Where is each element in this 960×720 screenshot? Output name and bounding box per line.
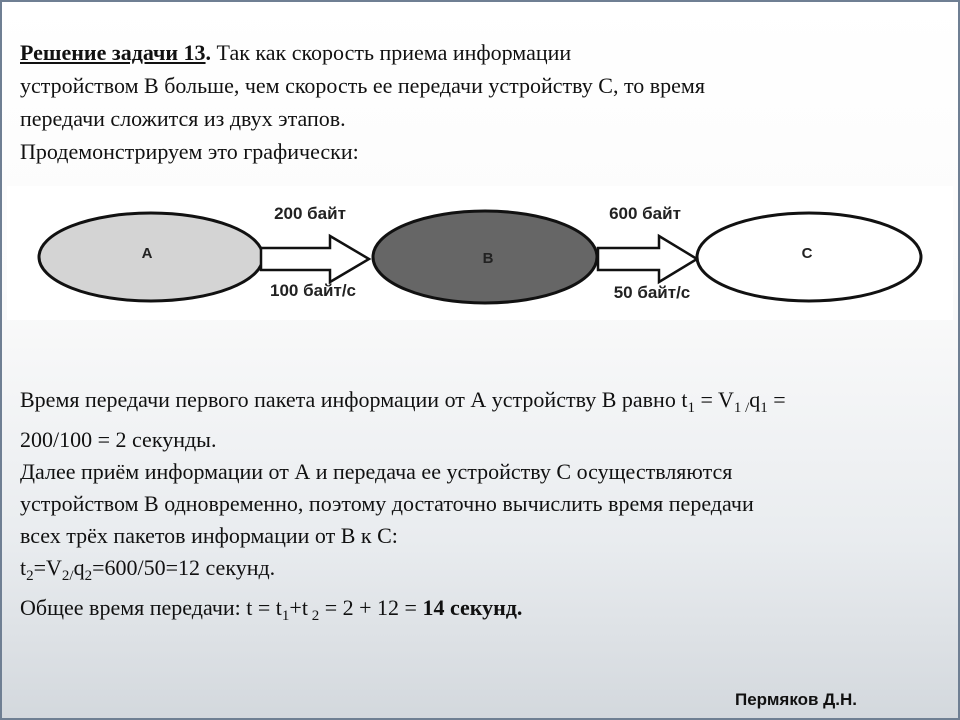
- solution-line-5: всех трёх пакетов информации от В к С:: [20, 523, 398, 548]
- node-b-label: B: [482, 250, 494, 267]
- intro-line-1: Решение задачи 13. Так как скорость приема информации: [20, 40, 572, 65]
- solution-line-7: Общее время передачи: $t = t_1+t$ $_2$ = 2 + 12 = 14 секунд.: [20, 595, 523, 624]
- author-name: Пермяков Д.Н.: [735, 690, 858, 709]
- solution-line-1: Время передачи первого пакета информации от А устройству В равно $t_1 = V_{1 /}q_1$ =: [20, 387, 786, 416]
- final-answer: 14 секунд.: [422, 595, 523, 620]
- solution-line-6: $t_2=V_{2/}q_2=600/50=12$ секунд.: [20, 555, 276, 584]
- solution-line-3: Далее приём информации от А и передача ее устройству С осуществляются: [20, 459, 733, 484]
- node-a-label: A: [141, 245, 153, 262]
- arrow2-speed-label: 50 байт/с: [613, 283, 691, 302]
- arrow1-size-label: 200 байт: [274, 204, 346, 223]
- solution-line-2: 200/100 = 2 секунды.: [20, 427, 217, 452]
- node-c-label: C: [801, 245, 813, 262]
- arrow-b-to-c: [598, 236, 697, 282]
- intro-text: [20, 36, 940, 168]
- diagram-svg: [7, 186, 953, 320]
- problem-title: Решение задачи 13: [20, 40, 206, 65]
- intro-line-4: Продемонстрируем это графически:: [20, 139, 359, 164]
- solution-text: [20, 384, 950, 632]
- transfer-diagram: [7, 186, 953, 320]
- intro-line-2: устройством B больше, чем скорость ее передачи устройству C, то время: [20, 73, 705, 98]
- arrow-a-to-b: [261, 236, 369, 282]
- arrow2-size-label: 600 байт: [609, 204, 681, 223]
- solution-line-4: устройством В одновременно, поэтому достаточно вычислить время передачи: [20, 491, 754, 516]
- arrow1-speed-label: 100 байт/с: [270, 281, 356, 300]
- intro-line-3: передачи сложится из двух этапов.: [20, 106, 346, 131]
